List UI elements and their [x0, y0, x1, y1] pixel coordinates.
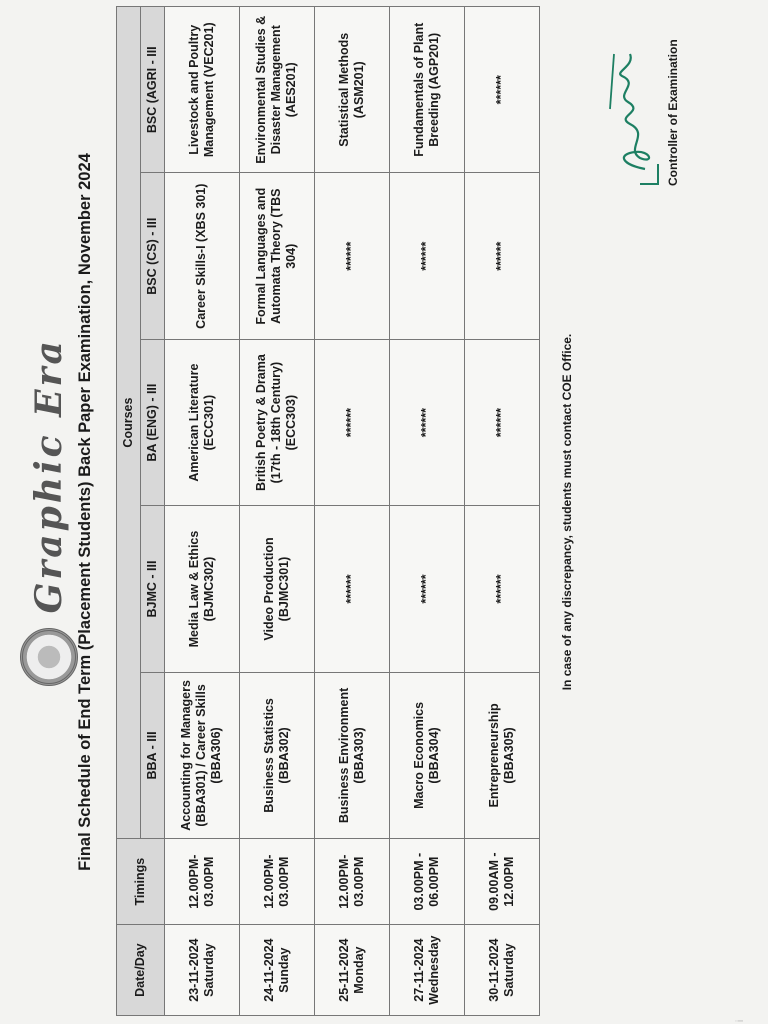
- paper-cell: Macro Economics (BBA304): [389, 672, 464, 838]
- header-timings: Timings: [117, 839, 165, 925]
- schedule-title: Final Schedule of End Term (Placement Students) Back Paper Examination, November 2024: [76, 153, 94, 871]
- table-row: [389, 7, 464, 1016]
- header-courses: Courses: [117, 7, 141, 839]
- course-header: BA (ENG) - III: [140, 339, 164, 505]
- institution-logo: [20, 0, 78, 1024]
- date-text: 23-11-2024: [186, 938, 201, 1002]
- day-text: Wednesday: [426, 935, 441, 1005]
- date-day-cell: [464, 925, 539, 1016]
- paper-cell: Entrepreneurship (BBA305): [464, 672, 539, 838]
- timing-cell: 12.00PM- 03.00PM: [239, 839, 314, 925]
- paper-cell: Media Law & Ethics (BJMC302): [164, 506, 239, 672]
- date-day-cell: [314, 925, 389, 1016]
- date-day-cell: [164, 925, 239, 1016]
- table-row: [164, 7, 239, 1016]
- course-header: BSC (AGRI - III: [140, 7, 164, 174]
- paper-cell: ******: [464, 7, 539, 174]
- paper-cell: British Poetry & Drama (17th - 18th Century) (ECC303): [239, 339, 314, 505]
- page-mark: i: [735, 1019, 746, 1022]
- date-day-cell: [389, 925, 464, 1016]
- signature-label: Controller of Examination: [666, 39, 680, 186]
- paper-cell: Statistical Methods (ASM201): [314, 7, 389, 174]
- paper-cell: American Literature (ECC301): [164, 339, 239, 505]
- table-row: [239, 7, 314, 1016]
- paper-cell: Business Environment (BBA303): [314, 672, 389, 838]
- timing-cell: 09.00AM - 12.00PM: [464, 839, 539, 925]
- exam-schedule-table: [116, 6, 540, 1016]
- course-header: BSC (CS) - III: [140, 173, 164, 339]
- paper-cell: ******: [389, 506, 464, 672]
- course-header: BJMC - III: [140, 506, 164, 672]
- paper-cell: ******: [464, 339, 539, 505]
- header-date-day: Date/Day: [117, 925, 165, 1016]
- timing-cell: 12.00PM- 03.00PM: [164, 839, 239, 925]
- paper-cell: ******: [314, 173, 389, 339]
- table-row: [464, 7, 539, 1016]
- paper-cell: Livestock and Poultry Management (VEC201): [164, 7, 239, 174]
- signature-image: [600, 24, 666, 194]
- paper-cell: Video Production (BJMC301): [239, 506, 314, 672]
- discrepancy-note: In case of any discrepancy, students must contact COE Office.: [560, 333, 574, 691]
- paper-cell: ******: [314, 506, 389, 672]
- paper-cell: Environmental Studies & Disaster Management (AES201): [239, 7, 314, 174]
- paper-cell: ******: [314, 339, 389, 505]
- date-text: 24-11-2024: [261, 938, 276, 1002]
- date-text: 27-11-2024: [411, 938, 426, 1002]
- logo-wordmark: Graphic Era: [28, 338, 70, 614]
- day-text: Saturday: [501, 943, 516, 997]
- paper-cell: Formal Languages and Automata Theory (TBS 304): [239, 173, 314, 339]
- paper-cell: Accounting for Managers (BBA301) / Career Skills (BBA306): [164, 672, 239, 838]
- course-header: BBA - III: [140, 672, 164, 838]
- day-text: Sunday: [276, 947, 291, 993]
- date-day-cell: [239, 925, 314, 1016]
- day-text: Monday: [351, 946, 366, 994]
- paper-cell: ******: [389, 339, 464, 505]
- date-text: 25-11-2024: [336, 938, 351, 1002]
- paper-cell: ******: [464, 506, 539, 672]
- timing-cell: 03.00PM - 06.00PM: [389, 839, 464, 925]
- paper-cell: ******: [389, 173, 464, 339]
- paper-cell: ******: [464, 173, 539, 339]
- date-text: 30-11-2024: [486, 938, 501, 1002]
- paper-cell: Fundamentals of Plant Breeding (AGP201): [389, 7, 464, 174]
- paper-cell: Business Statistics (BBA302): [239, 672, 314, 838]
- paper-cell: Career Skills-I (XBS 301): [164, 173, 239, 339]
- timing-cell: 12.00PM- 03.00PM: [314, 839, 389, 925]
- table-row: [314, 7, 389, 1016]
- day-text: Saturday: [201, 943, 216, 997]
- seal-icon: [20, 628, 78, 686]
